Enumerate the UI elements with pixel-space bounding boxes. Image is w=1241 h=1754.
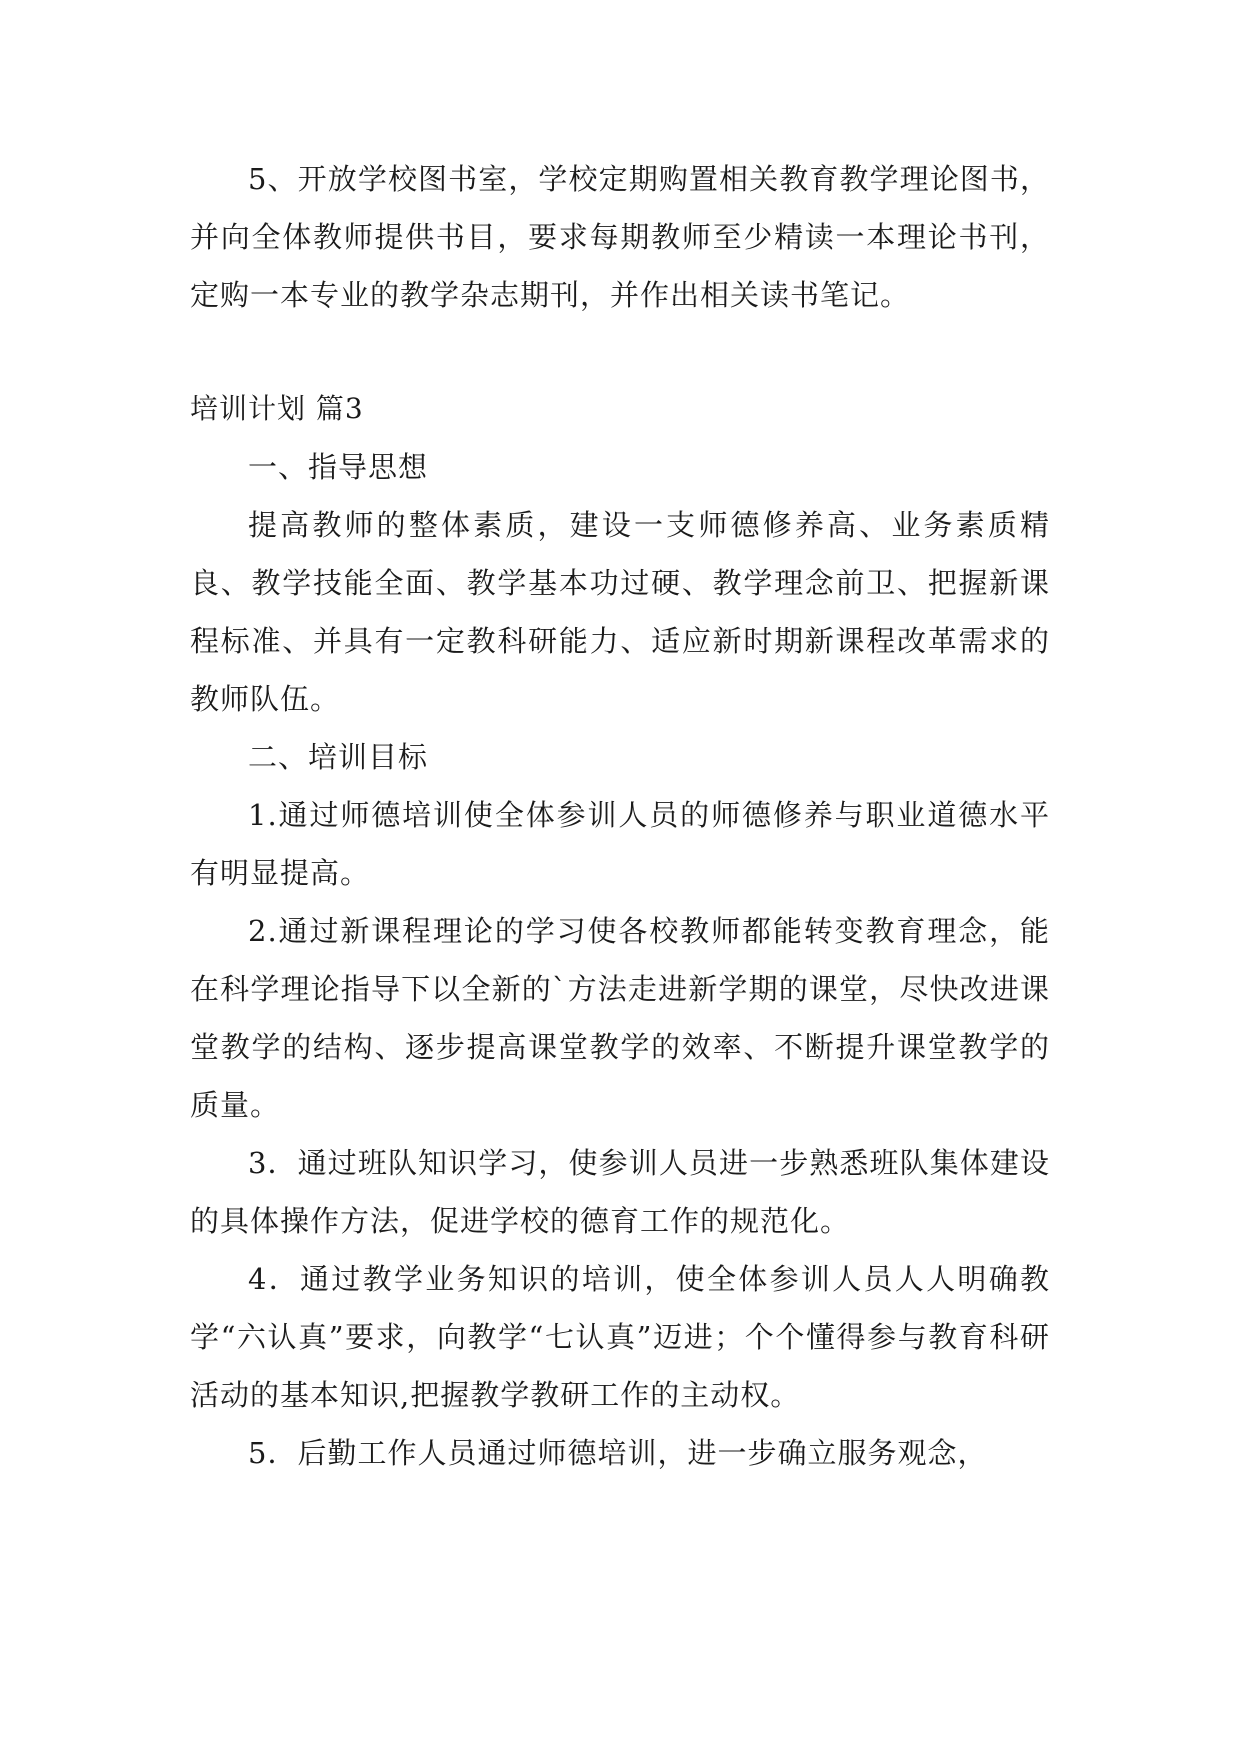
goal-item-4: 4．通过教学业务知识的培训，使全体参训人员人人明确教学“六认真”要求，向教学“七认真”迈进；个个懂得参与教育科研活动的基本知识,把握教学教研工作的主动权。 xyxy=(190,1262,1050,1412)
goal-item-5: 5．后勤工作人员通过师德培训，进一步确立服务观念， xyxy=(248,1436,988,1470)
goal-item-1: 1.通过师德培训使全体参训人员的师德修养与职业道德水平有明显提高。 xyxy=(190,798,1050,890)
goal-item-2: 2.通过新课程理论的学习使各校教师都能转变教育理念，能在科学理论指导下以全新的`方法走进新学期的课堂，尽快改进课堂教学的结构、逐步提高课堂教学的效率、不断提升课堂教学的质量。 xyxy=(190,914,1050,1122)
heading-training-goals: 二、培训目标 xyxy=(248,740,429,774)
paragraph-library: 5、开放学校图书室，学校定期购置相关教育教学理论图书，并向全体教师提供书目，要求每期教师至少精读一本理论书刊，定购一本专业的教学杂志期刊，并作出相关读书笔记。 xyxy=(190,162,1050,312)
document-page xyxy=(190,150,1050,1482)
section-title: 培训计划 篇3 xyxy=(190,392,364,425)
heading-guiding-thought: 一、指导思想 xyxy=(248,450,429,484)
paragraph-guiding-thought: 提高教师的整体素质，建设一支师德修养高、业务素质精良、教学技能全面、教学基本功过硬、教学理念前卫、把握新课程标准、并具有一定教科研能力、适应新时期新课程改革需求的教师队伍。 xyxy=(190,508,1050,716)
goal-item-3: 3．通过班队知识学习，使参训人员进一步熟悉班队集体建设的具体操作方法，促进学校的德育工作的规范化。 xyxy=(190,1146,1050,1238)
